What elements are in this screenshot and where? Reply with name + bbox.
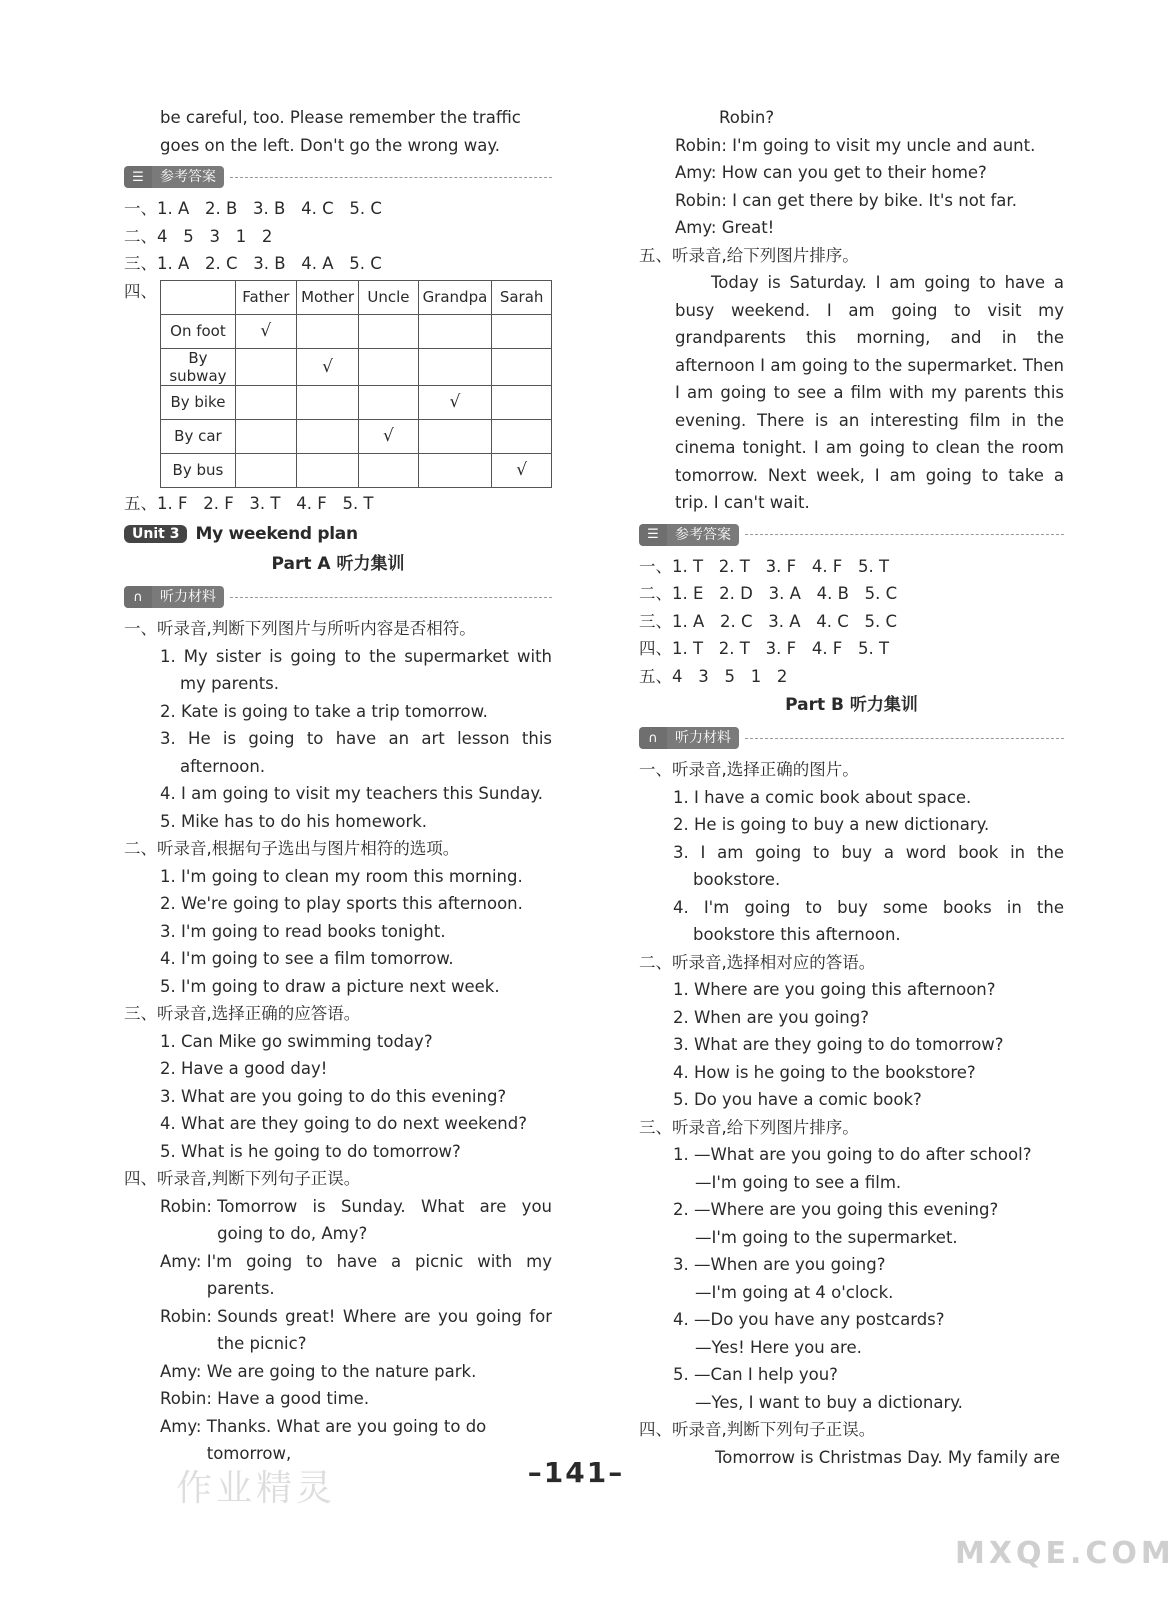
table-cell	[235, 453, 296, 487]
dialog-text: Great!	[721, 218, 775, 237]
speaker: Amy:	[160, 1361, 207, 1381]
section-title: 二、听录音,选择相对应的答语。	[639, 952, 876, 972]
table-cell: √	[418, 385, 492, 419]
table-header-cell	[161, 280, 236, 314]
dialog-line	[124, 1385, 552, 1413]
answer-line: 一、1. T 2. T 3. F 4. F 5. T	[639, 556, 890, 576]
table-cell: √	[359, 419, 418, 453]
list-item: 2. Kate is going to take a trip tomorrow.	[160, 701, 488, 721]
table-row	[161, 385, 552, 419]
part-b-title: Part B 听力集训	[785, 695, 918, 715]
table-cell	[418, 348, 492, 385]
list-item: 4. I'm going to see a film tomorrow.	[160, 949, 454, 968]
table-row	[161, 314, 552, 348]
table-header-cell: Mother	[296, 280, 359, 314]
headphones-icon: ∩	[124, 586, 152, 608]
answer-icon: ☰	[124, 166, 152, 188]
table-cell	[359, 453, 418, 487]
section-title: 一、听录音,判断下列图片与所听内容是否相符。	[124, 619, 476, 638]
table-cell	[235, 419, 296, 453]
dialog-line	[124, 1248, 552, 1303]
answer-dialog-line: —I'm going to see a film.	[695, 1172, 902, 1192]
watermark-left: 作业精灵	[176, 1468, 337, 1509]
section-title: 四、听录音,判断下列句子正误。	[639, 1420, 876, 1439]
list-item: 4. I'm going to buy some books in the bookstore this afternoon.	[673, 897, 1064, 944]
table-cell	[418, 314, 492, 348]
table-cell	[492, 419, 552, 453]
unit-heading	[124, 521, 552, 547]
table-row-label: By car	[161, 419, 236, 453]
table-row	[161, 419, 552, 453]
table-cell	[492, 314, 552, 348]
list-item: 2. He is going to buy a new dictionary.	[673, 815, 990, 834]
headphones-icon: ∩	[639, 727, 667, 749]
dialog-line	[639, 132, 1064, 160]
speaker: Robin:	[160, 1196, 218, 1216]
table-row-label: On foot	[161, 314, 236, 348]
table-cell: √	[296, 348, 359, 385]
answers-tag-label: 参考答案	[152, 166, 224, 188]
section-title: 二、听录音,根据句子选出与图片相符的选项。	[124, 839, 460, 858]
table-cell	[359, 348, 418, 385]
list-item: 2. When are you going?	[673, 1007, 869, 1027]
section-title: 五、听录音,给下列图片排序。	[639, 245, 859, 265]
table-row-label: By bike	[161, 385, 236, 419]
dialog-line	[124, 1193, 552, 1248]
answer-icon: ☰	[639, 524, 667, 546]
listen-tag	[639, 726, 1064, 750]
list-item: 1. I'm going to clean my room this morning.	[160, 866, 523, 886]
section-title: 四、听录音,判断下列句子正误。	[124, 1169, 361, 1188]
table-cell	[296, 453, 359, 487]
table-header-cell: Father	[235, 280, 296, 314]
section-title: 三、听录音,给下列图片排序。	[639, 1117, 859, 1137]
right-column	[639, 104, 1064, 1471]
intro-line: goes on the left. Don't go the wrong way.	[160, 135, 500, 155]
dialog-line	[639, 104, 1064, 132]
answer-line: 四、1. T 2. T 3. F 4. F 5. T	[639, 639, 890, 658]
list-item: 4. What are they going to do next weekend?	[160, 1114, 527, 1133]
section-title: 一、听录音,选择正确的图片。	[639, 760, 859, 779]
answer-line: 五、4 3 5 1 2	[639, 666, 788, 686]
unit-badge: Unit 3	[124, 525, 187, 543]
list-item: 5. I'm going to draw a picture next week.	[160, 976, 500, 996]
table-cell	[235, 348, 296, 385]
speaker: Amy:	[675, 218, 722, 237]
listen-tag	[124, 585, 552, 609]
dialog-text: Have a good time.	[217, 1389, 370, 1408]
table-cell	[492, 348, 552, 385]
speaker: Robin:	[160, 1389, 218, 1408]
list-item: 5. Do you have a comic book?	[673, 1090, 922, 1109]
answer-line: 三、1. A 2. C 3. A 4. C 5. C	[639, 611, 898, 631]
speaker: Amy:	[160, 1416, 207, 1436]
passage-text: Today is Saturday. I am going to have a busy weekend. I am going to visit my grandparents this morning, and in the afternoon I am going to the supermarket. Then I am going to see a film with my parents this evening. There is an interesting film in the cinema tonight. I am going to clean the room tomorrow. Next week, I am going to take a trip. I can't wait.	[675, 273, 1064, 512]
answer-dialog-line: —Yes, I want to buy a dictionary.	[695, 1392, 963, 1412]
answer-dialog-line: —Yes! Here you are.	[695, 1337, 862, 1357]
table-row-label: By subway	[161, 348, 236, 385]
dialog-text: I'm going to visit my uncle and aunt.	[732, 135, 1036, 155]
list-item: 2. Have a good day!	[160, 1059, 328, 1078]
dialog-text: We are going to the nature park.	[206, 1361, 477, 1381]
answer-line: 二、1. E 2. D 3. A 4. B 5. C	[639, 584, 898, 603]
dashed-divider	[745, 534, 1064, 535]
table-cell	[296, 419, 359, 453]
list-item: 3. I'm going to read books tonight.	[160, 921, 446, 941]
dashed-divider	[230, 177, 552, 178]
listen-tag-label: 听力材料	[667, 727, 739, 749]
table-cell: √	[235, 314, 296, 348]
speaker: Robin:	[160, 1306, 218, 1326]
answer-line: 三、1. A 2. C 3. B 4. A 5. C	[124, 254, 382, 273]
dialog-text: How can you get to their home?	[721, 163, 987, 182]
intro-text	[124, 104, 552, 159]
page-number: –141–	[527, 1456, 625, 1489]
intro-line: be careful, too. Please remember the traffic	[160, 108, 521, 127]
dialog-line	[639, 214, 1064, 242]
dialog-text: Sounds great! Where are you going for the picnic?	[217, 1306, 552, 1353]
question-line: 5. —Can I help you?	[673, 1365, 838, 1384]
table-header-cell: Sarah	[492, 280, 552, 314]
passage-text: Tomorrow is Christmas Day. My family are	[715, 1447, 1060, 1467]
list-item: 2. We're going to play sports this afternoon.	[160, 894, 523, 913]
transport-table	[160, 280, 552, 488]
part-a-title: Part A 听力集训	[271, 554, 405, 574]
table-header-cell: Grandpa	[418, 280, 492, 314]
left-column	[124, 104, 552, 1468]
table-cell	[418, 419, 492, 453]
watermark-right: MXQE.COM	[955, 1536, 1175, 1571]
dashed-divider	[230, 597, 552, 598]
dialog-line	[639, 187, 1064, 215]
dialog-text: Tomorrow is Sunday. What are you going to do, Amy?	[217, 1196, 552, 1243]
dashed-divider	[745, 738, 1064, 739]
dialog-text: I can get there by bike. It's not far.	[732, 190, 1017, 210]
table-row	[161, 453, 552, 487]
table-row-label: By bus	[161, 453, 236, 487]
dialog-text: Thanks. What are you going to do tomorrow,	[206, 1416, 487, 1463]
dialog-text: I'm going to have a picnic with my parents.	[206, 1251, 552, 1298]
table-cell	[296, 314, 359, 348]
question-line: 1. —What are you going to do after school?	[673, 1145, 1032, 1164]
list-item: 1. Where are you going this afternoon?	[673, 980, 996, 999]
table-cell	[359, 314, 418, 348]
table-cell	[492, 385, 552, 419]
listen-tag-label: 听力材料	[152, 586, 224, 608]
list-item: 1. I have a comic book about space.	[673, 787, 972, 807]
answer-line: 五、1. F 2. F 3. T 4. F 5. T	[124, 493, 374, 513]
list-item: 4. How is he going to the bookstore?	[673, 1062, 976, 1082]
question-line: 3. —When are you going?	[673, 1255, 886, 1274]
list-item: 3. What are you going to do this evening?	[160, 1086, 507, 1106]
answer-line: 一、1. A 2. B 3. B 4. C 5. C	[124, 199, 382, 218]
question-line: 2. —Where are you going this evening?	[673, 1200, 999, 1219]
section-title: 三、听录音,选择正确的应答语。	[124, 1004, 361, 1023]
question-line: 4. —Do you have any postcards?	[673, 1310, 945, 1329]
table-label: 四、	[124, 281, 157, 301]
table-cell	[296, 385, 359, 419]
list-item: 5. Mike has to do his homework.	[160, 811, 428, 831]
list-item: 1. My sister is going to the supermarket with my parents.	[160, 646, 552, 693]
answers-tag-label: 参考答案	[667, 524, 739, 546]
unit-title: My weekend plan	[195, 524, 358, 544]
answer-line: 二、4 5 3 1 2	[124, 226, 273, 246]
list-item: 3. What are they going to do tomorrow?	[673, 1035, 1004, 1054]
answers-tag	[124, 165, 552, 189]
speaker: Robin:	[675, 190, 733, 210]
list-item: 5. What is he going to do tomorrow?	[160, 1141, 461, 1161]
table-header-row	[161, 280, 552, 314]
list-item: 4. I am going to visit my teachers this Sunday.	[160, 784, 544, 803]
speaker: Robin:	[675, 135, 733, 155]
speaker: Amy:	[160, 1251, 207, 1271]
answer-dialog-line: —I'm going at 4 o'clock.	[695, 1282, 894, 1302]
speaker: Amy:	[675, 163, 722, 182]
dialog-text: Robin?	[719, 108, 775, 127]
dialog-line	[124, 1303, 552, 1358]
transport-table-block	[124, 280, 552, 488]
table-cell	[418, 453, 492, 487]
table-header-cell: Uncle	[359, 280, 418, 314]
table-cell: √	[492, 453, 552, 487]
answer-dialog-line: —I'm going to the supermarket.	[695, 1227, 958, 1247]
dialog-line	[124, 1358, 552, 1386]
table-cell	[235, 385, 296, 419]
list-item: 3. He is going to have an art lesson this afternoon.	[160, 729, 552, 776]
list-item: 1. Can Mike go swimming today?	[160, 1031, 433, 1051]
table-row	[161, 348, 552, 385]
answers-tag	[639, 523, 1064, 547]
list-item: 3. I am going to buy a word book in the bookstore.	[673, 842, 1064, 889]
dialog-line	[639, 159, 1064, 187]
table-cell	[359, 385, 418, 419]
